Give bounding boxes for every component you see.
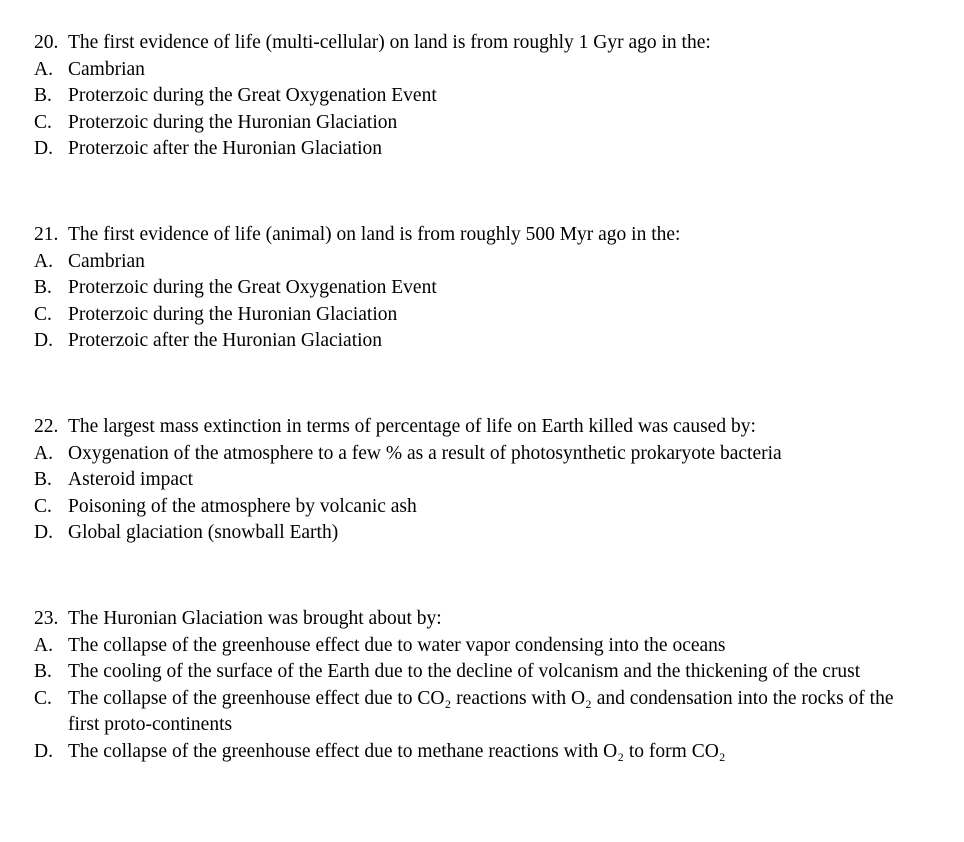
option-text: Proterzoic during the Huronian Glaciation [68, 111, 398, 133]
option-letter: C. [34, 111, 52, 133]
answer-option-d [34, 328, 934, 355]
answer-option-d [34, 739, 934, 766]
option-letter: A. [34, 58, 53, 80]
question-21 [34, 222, 934, 355]
answer-option-c [34, 110, 934, 137]
question-text: The first evidence of life (multi-cellular) on land is from roughly 1 Gyr ago in the: [68, 32, 711, 53]
option-letter: B. [34, 661, 52, 683]
question-number: 23. [34, 608, 59, 629]
option-text: Poisoning of the atmosphere by volcanic ash [68, 495, 417, 517]
answer-option-a [34, 57, 934, 84]
option-letter: D. [34, 740, 53, 762]
option-letter: B. [34, 277, 52, 299]
question-number: 20. [34, 32, 59, 53]
question-number: 22. [34, 416, 59, 437]
question-22 [34, 414, 934, 547]
option-text: The cooling of the surface of the Earth due to the decline of volcanism and the thickening of the crust [68, 661, 861, 683]
option-text: Proterzoic after the Huronian Glaciation [68, 330, 383, 352]
option-letter: D. [34, 522, 53, 544]
option-text: Cambrian [68, 250, 145, 272]
answer-option-b [34, 275, 934, 302]
option-letter: B. [34, 85, 52, 107]
option-text: The collapse of the greenhouse effect due to CO₂ reactions with O₂ and condensation into the rocks of the first proto-continents [68, 687, 894, 736]
answer-option-b [34, 467, 934, 494]
question-number: 21. [34, 224, 59, 245]
question-stem [34, 222, 934, 249]
option-letter: D. [34, 138, 53, 160]
option-letter: D. [34, 330, 53, 352]
answer-option-c [34, 494, 934, 521]
answer-option-c [34, 302, 934, 329]
answer-option-d [34, 136, 934, 163]
answer-option-a [34, 249, 934, 276]
option-letter: B. [34, 469, 52, 491]
option-text: Proterzoic during the Great Oxygenation Event [68, 277, 437, 299]
option-text: The collapse of the greenhouse effect due to water vapor condensing into the oceans [68, 634, 726, 656]
question-stem [34, 30, 934, 57]
answer-option-b [34, 659, 934, 686]
option-text: Proterzoic during the Great Oxygenation Event [68, 85, 437, 107]
option-text: Proterzoic after the Huronian Glaciation [68, 138, 383, 160]
option-text: The collapse of the greenhouse effect due to methane reactions with O₂ to form CO₂ [68, 740, 726, 762]
option-letter: C. [34, 687, 52, 709]
answer-option-c [34, 686, 934, 739]
question-stem [34, 414, 934, 441]
answer-option-d [34, 520, 934, 547]
option-letter: A. [34, 250, 53, 272]
option-letter: C. [34, 303, 52, 325]
option-text: Global glaciation (snowball Earth) [68, 522, 339, 544]
option-letter: C. [34, 495, 52, 517]
answer-option-a [34, 633, 934, 660]
option-letter: A. [34, 634, 53, 656]
question-stem [34, 606, 934, 633]
option-text: Proterzoic during the Huronian Glaciation [68, 303, 398, 325]
question-text: The largest mass extinction in terms of percentage of life on Earth killed was caused by: [68, 416, 756, 437]
question-23 [34, 606, 934, 766]
option-text: Asteroid impact [68, 469, 194, 491]
option-text: Oxygenation of the atmosphere to a few % as a result of photosynthetic prokaryote bacteria [68, 442, 782, 464]
question-text: The Huronian Glaciation was brought about by: [68, 608, 442, 629]
question-text: The first evidence of life (animal) on land is from roughly 500 Myr ago in the: [68, 224, 681, 245]
answer-option-b [34, 83, 934, 110]
option-letter: A. [34, 442, 53, 464]
answer-option-a [34, 441, 934, 468]
question-20 [34, 30, 934, 163]
option-text: Cambrian [68, 58, 145, 80]
